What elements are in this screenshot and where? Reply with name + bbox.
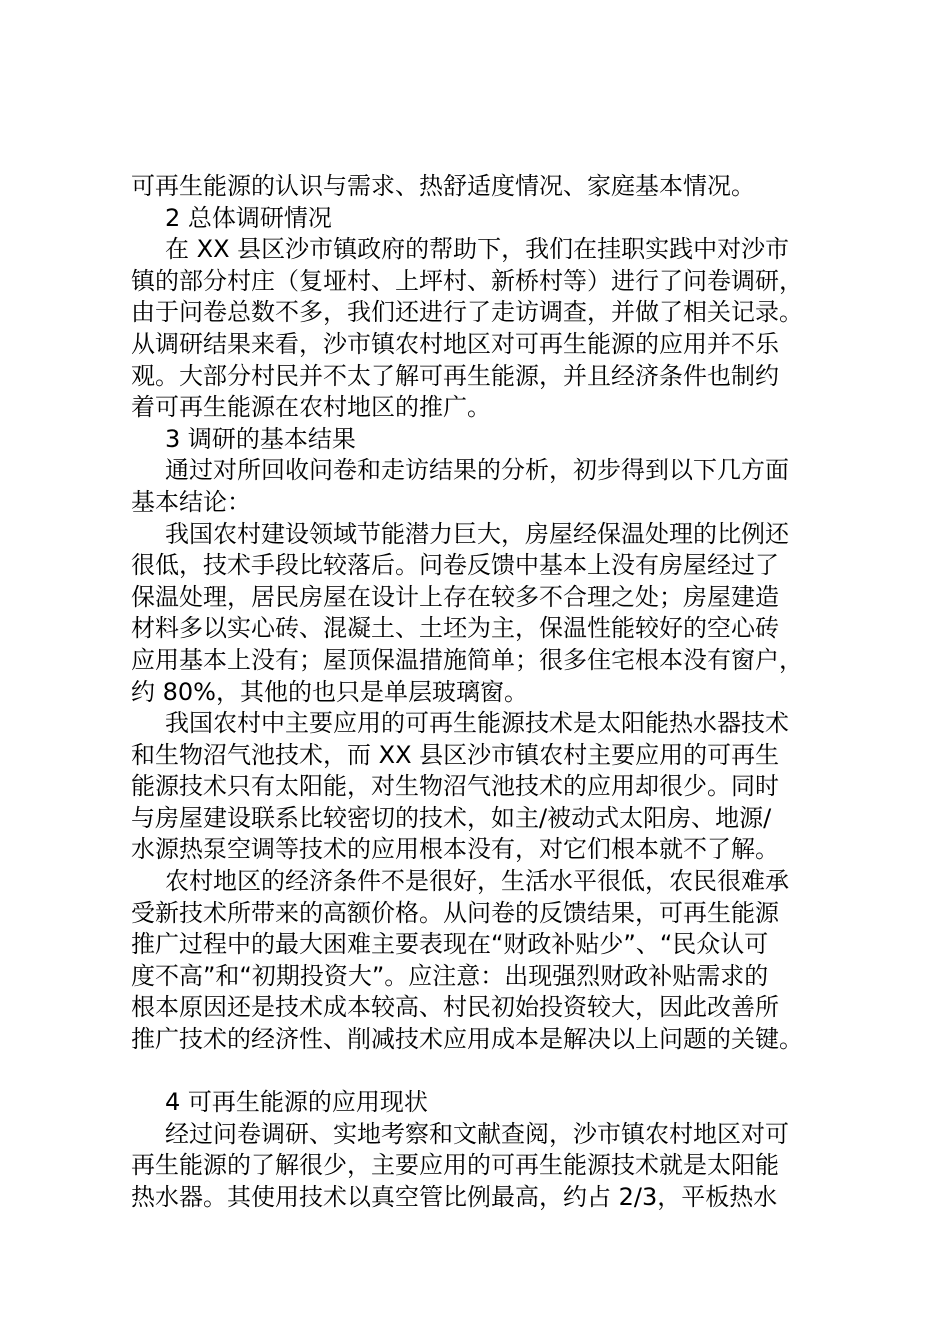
text-line: 水源热泵空调等技术的应用根本没有，对它们根本就不了解。 [131,835,779,864]
text-line: 热水器。其使用技术以真空管比例最高，约占 2/3，平板热水 [131,1183,778,1211]
text-line: 我国农村中主要应用的可再生能源技术是太阳能热水器技术 [165,709,789,738]
text-line: 受新技术所带来的高额价格。从问卷的反馈结果，可再生能源 [131,898,779,927]
text-line: 农村地区的经济条件不是很好，生活水平很低，农民很难承 [165,867,789,896]
text-line: 4 可再生能源的应用现状 [165,1088,428,1117]
text-line: 与房屋建设联系比较密切的技术，如主/被动式太阳房、地源/ [131,803,772,832]
text-line: 我国农村建设领域节能潜力巨大，房屋经保温处理的比例还 [165,519,789,548]
text-line: 在 XX 县区沙市镇政府的帮助下，我们在挂职实践中对沙市 [165,235,790,264]
text-line: 很低，技术手段比较落后。问卷反馈中基本上没有房屋经过了 [131,551,779,580]
text-line: 从调研结果来看，沙市镇农村地区对可再生能源的应用并不乐 [131,329,779,358]
text-line: 能源技术只有太阳能，对生物沼气池技术的应用却很少。同时 [131,772,779,801]
text-line: 推广过程中的最大困难主要表现在“财政补贴少”、“民众认可 [131,930,769,959]
text-line: 观。大部分村民并不太了解可再生能源，并且经济条件也制约 [131,361,779,390]
text-line: 度不高”和“初期投资大”。应注意：出现强烈财政补贴需求的 [131,961,769,990]
text-line: 材料多以实心砖、混凝土、土坯为主，保温性能较好的空心砖 [131,614,779,643]
text-line: 着可再生能源在农村地区的推广。 [131,393,491,422]
text-line: 可再生能源的认识与需求、热舒适度情况、家庭基本情况。 [131,172,755,200]
blank-line [131,1056,831,1088]
text-line: 和生物沼气池技术，而 XX 县区沙市镇农村主要应用的可再生 [131,740,780,769]
text-line: 根本原因还是技术成本较高、村民初始投资较大，因此改善所 [131,993,779,1022]
text-line: 由于问卷总数不多，我们还进行了走访调查，并做了相关记录。 [131,298,803,327]
text-line: 保温处理，居民房屋在设计上存在较多不合理之处；房屋建造 [131,582,779,611]
text-line: 镇的部分村庄（复垭村、上坪村、新桥村等）进行了问卷调研， [131,266,803,295]
text-line: 约 80%，其他的也只是单层玻璃窗。 [131,677,528,706]
text-line: 2 总体调研情况 [165,203,332,232]
text-line: 应用基本上没有；屋顶保温措施简单；很多住宅根本没有窗户， [131,645,803,674]
text-line: 通过对所回收问卷和走访结果的分析，初步得到以下几方面 [165,456,789,485]
text-line: 经过问卷调研、实地考察和文献查阅，沙市镇农村地区对可 [165,1119,789,1148]
text-line: 3 调研的基本结果 [165,424,356,453]
text-line: 推广技术的经济性、削减技术应用成本是解决以上问题的关键。 [131,1025,803,1054]
document-body [131,171,831,1214]
text-line: 基本结论： [131,487,251,516]
text-line: 再生能源的了解很少，主要应用的可再生能源技术就是太阳能 [131,1151,779,1180]
